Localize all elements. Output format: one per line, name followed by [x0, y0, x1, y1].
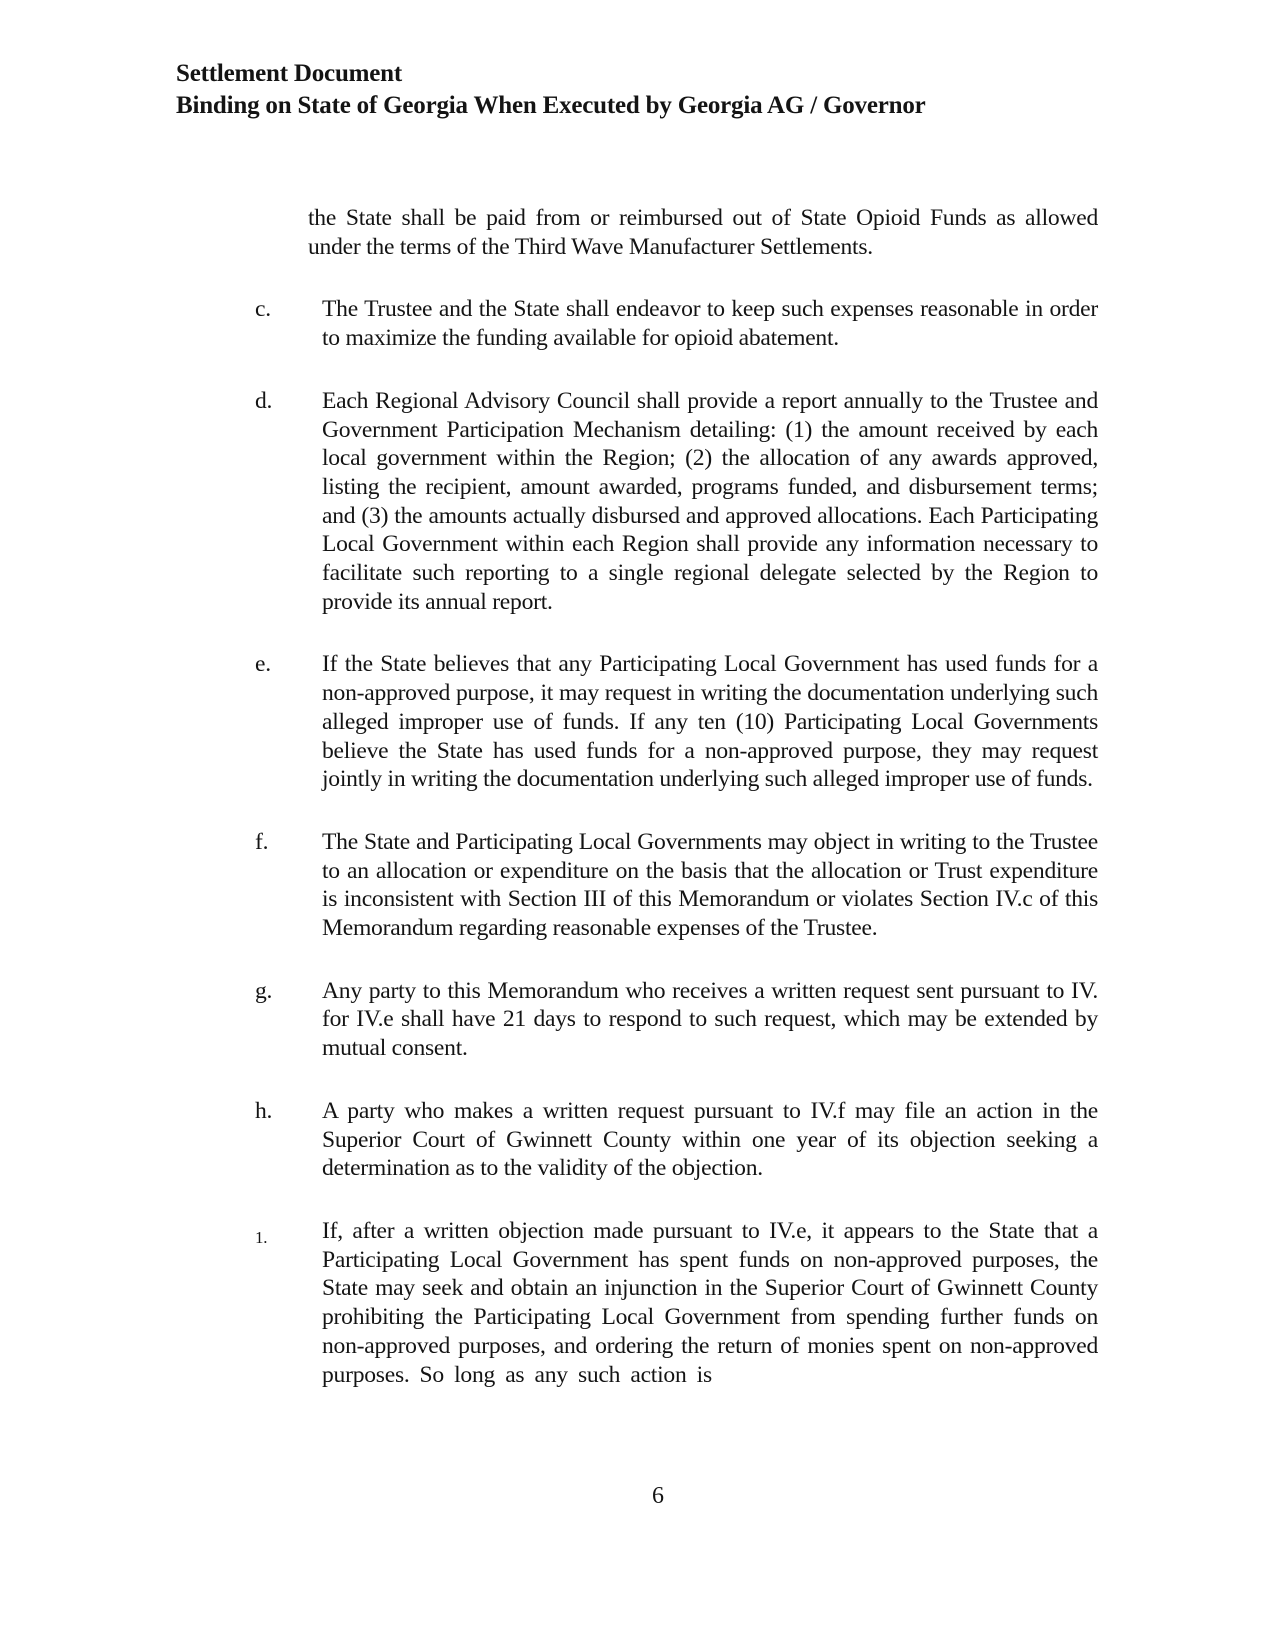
list-marker: c. — [255, 296, 271, 323]
continuation-paragraph — [308, 204, 1098, 261]
paragraph-text: Each Regional Advisory Council shall provide a report annually to the Trustee and Government Participation Mechanism detailing: (1) the amount received by each local government within the Region; (2) the allocation of any awards approved, listing the recipient, amount awarded, programs funded, and disbursement terms; and (3) the amounts actually disbursed and approved allocations. Each Participating Local Government within each Region shall provide any information necessary to facilitate such reporting to a single regional delegate selected by the Region to provide its annual report. — [322, 387, 1098, 615]
paragraph-text-tail: So long as any such action is — [419, 1361, 712, 1388]
paragraph-text: The Trustee and the State shall endeavor to keep such expenses reasonable in order to maximize the funding available for opioid abatement. — [322, 296, 1098, 352]
list-marker: h. — [255, 1097, 273, 1124]
document-body — [255, 204, 1098, 1423]
paragraph-text: The State and Participating Local Governments may object in writing to the Trustee to an allocation or expenditure on the basis that the allocation or Trust expenditure is inconsistent with Section III of this Memorandum or violates Section IV.c of this Memorandum regarding reasonable expenses of the Trustee. — [322, 828, 1098, 942]
paragraph-text: A party who makes a written request pursuant to IV.f may file an action in the Superior Court of Gwinnett County within one year of its objection seeking a determination as to the validity of the objection. — [322, 1097, 1098, 1182]
paragraph-text: the State shall be paid from or reimbursed out of State Opioid Funds as allowed under the terms of the Third Wave Manufacturer Settlements. — [308, 205, 1098, 260]
list-marker: d. — [255, 387, 273, 414]
paragraph-text-main: If, after a written objection made pursuant to IV.e, it appears to the State that a Participating Local Government has spent funds on non-approved purposes, the State may seek and obtain an injunction in the Superior Court of Gwinnett County prohibiting the Participating Local Government from spending further funds on non-approved purposes, and ordering the return of monies spent on non-approved purposes. — [322, 1217, 1098, 1388]
list-marker: g. — [255, 977, 273, 1004]
doc-title-line2: Binding on State of Georgia When Executed by Georgia AG / Governor — [176, 92, 926, 119]
doc-title-line1: Settlement Document — [176, 60, 402, 87]
list-item-g — [255, 977, 1098, 1063]
paragraph-text: Any party to this Memorandum who receives a written request sent pursuant to IV. for IV.e shall have 21 days to respond to such request, which may be extended by mutual consent. — [322, 977, 1098, 1062]
list-item-d — [255, 387, 1098, 617]
list-marker: f. — [255, 828, 269, 855]
list-marker: e. — [255, 651, 271, 678]
list-item-e — [255, 650, 1098, 794]
list-item-c — [255, 295, 1098, 352]
document-header — [176, 58, 926, 122]
list-item-i — [255, 1217, 1098, 1389]
paragraph-text: If the State believes that any Participating Local Government has used funds for a non-approved purpose, it may request in writing the documentation underlying such alleged improper use of funds. If any ten (10) Participating Local Governments believe the State has used funds for a non-approved purpose, they may request jointly in writing the documentation underlying such alleged improper use of funds. — [322, 651, 1098, 793]
list-item-f — [255, 828, 1098, 943]
paragraph-text — [322, 1217, 1098, 1389]
page-number: 6 — [652, 1483, 664, 1509]
list-marker: 1. — [255, 1227, 268, 1247]
list-item-h — [255, 1097, 1098, 1183]
